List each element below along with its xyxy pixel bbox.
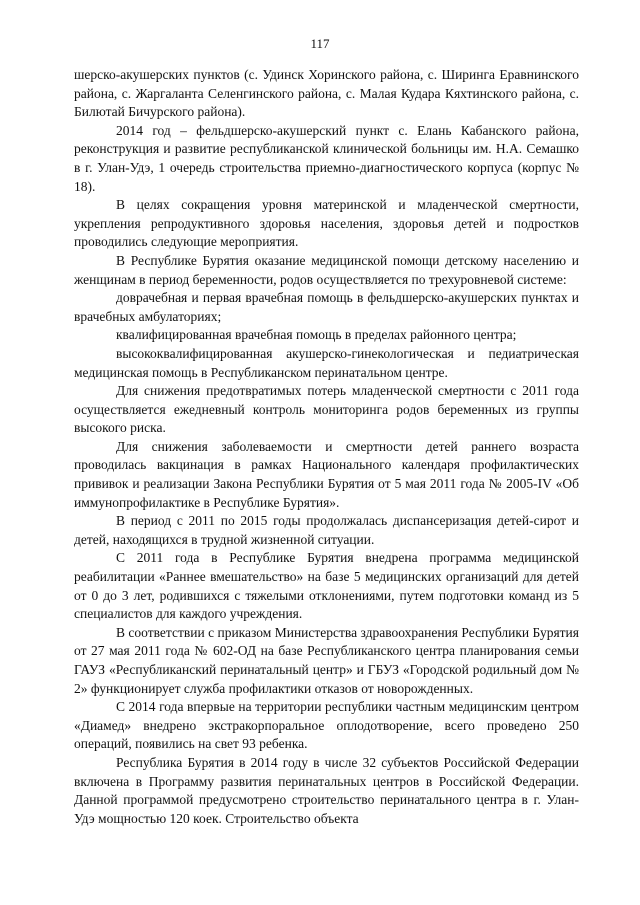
paragraph: В соответствии с приказом Министерства здравоохранения Республики Бурятия от 27 мая 2011 года № 602-ОД на базе Республиканского центра планирования семьи ГАУЗ «Республиканский перинатальный центр» и ГБУЗ «Городской родильный дом № 2» функционирует служба профилактики отказов от новорожденных. (74, 624, 579, 696)
paragraph: В период с 2011 по 2015 годы продолжалась диспансеризация детей-сирот и детей, находящихся в трудной жизненной ситуации. (74, 513, 579, 547)
list-item: высококвалифицированная акушерско-гинекологическая и педиатрическая медицинская помощь в Республиканском перинатальном центре. (74, 345, 579, 380)
paragraph: Для снижения предотвратимых потерь младенческой смертности с 2011 года осуществляется ежедневный контроль мониторинга родов беременных из группы высокого риска. (74, 383, 579, 436)
list-item: доврачебная и первая врачебная помощь в фельдшерско-акушерских пунктах и врачебных амбулаториях; (74, 290, 579, 324)
paragraph: В Республике Бурятия оказание медицинской помощи детскому населению и женщинам в период беременности, родов осуществляется по трехуровневой системе: (74, 252, 579, 287)
document-body (74, 66, 579, 828)
paragraph: Для снижения заболеваемости и смертности детей раннего возраста проводилась вакцинация в рамках Национального календаря профилактических прививок и реализации Закона Республики Бурятия от 5 мая 2011 года № 2005-IV «Об иммунопрофилактике в Республике Бурятия». (74, 438, 579, 510)
paragraph: В целях сокращения уровня материнской и младенческой смертности, укрепления репродуктивного здоровья населения, здоровья детей и подростков проводились следующие мероприятия. (74, 197, 579, 250)
list-item: квалифицированная врачебная помощь в пределах районного центра; (116, 327, 517, 343)
paragraph: С 2014 года впервые на территории республики частным медицинским центром «Диамед» внедрено экстракорпоральное оплодотворение, всего проведено 250 операций, появились на свет 93 ребенка. (74, 699, 579, 752)
paragraph: Республика Бурятия в 2014 году в числе 32 субъектов Российской Федерации включена в Программу развития перинатальных центров в Российской Федерации. Данной программой предусмотрено строительство перинатального центра в г. Улан-Удэ мощностью 120 коек. Строительство объекта (74, 754, 579, 826)
paragraph: шерско-акушерских пунктов (с. Удинск Хоринского района, с. Ширинга Еравнинского района, с. Жаргаланта Селенгинского района, с. Малая Кудара Кяхтинского района, с. Билютай Бичурского района). (74, 67, 579, 120)
page-number: 117 (310, 36, 330, 51)
paragraph: 2014 год – фельдшерско-акушерский пункт с. Елань Кабанского района, реконструкция и развитие республиканской клинической больницы им. Н.А. Семашко в г. Улан-Удэ, 1 очередь строительства приемно-диагностического корпуса (корпус № 18). (74, 122, 579, 194)
paragraph: С 2011 года в Республике Бурятия внедрена программа медицинской реабилитации «Раннее вмешательство» на базе 5 медицинских организаций для детей от 0 до 3 лет, родившихся с тяжелыми отклонениями, путем подготовки команд из 5 специалистов для каждого учреждения. (74, 550, 579, 622)
